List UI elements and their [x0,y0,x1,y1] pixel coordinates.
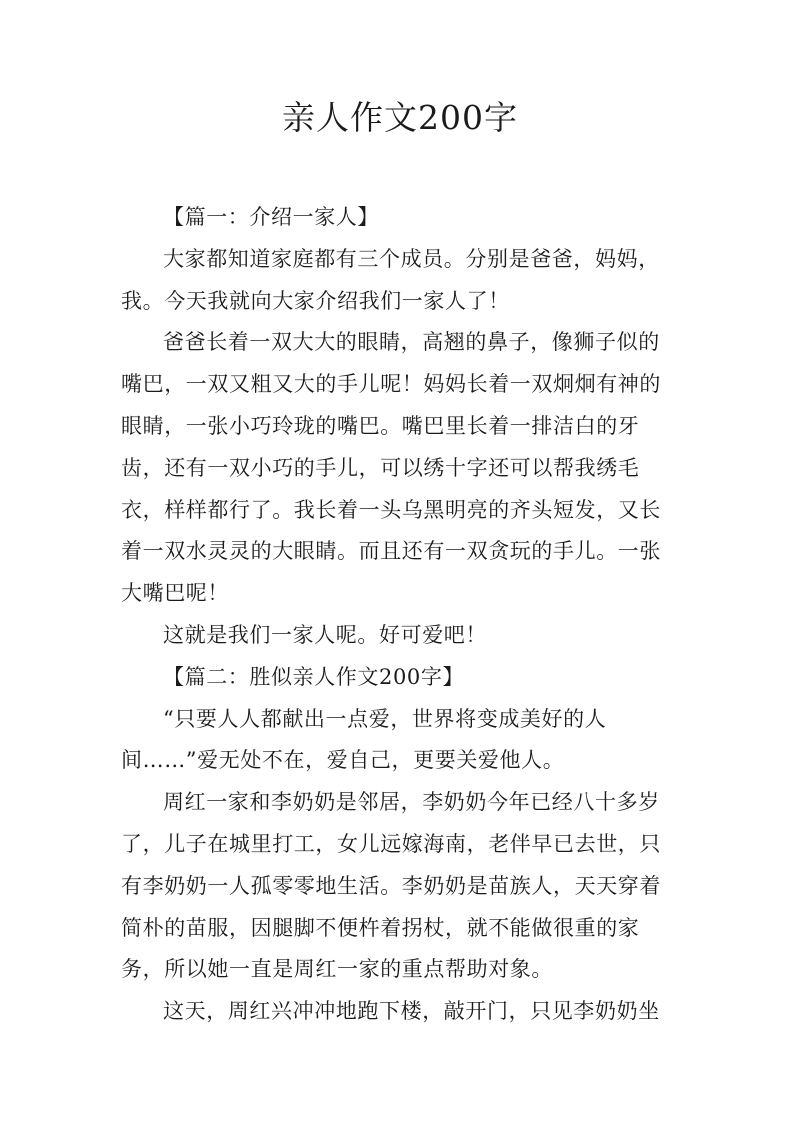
section-heading: 【篇一：介绍一家人】 [163,205,379,229]
paragraph: 这天，周红兴冲冲地跑下楼，敲开门，只见李奶奶坐 [163,999,660,1024]
document-body [121,197,677,1033]
paragraph: 大家都知道家庭都有三个成员。分别是爸爸，妈妈，我。今天我就向大家介绍我们一家人了！ [121,246,660,313]
section-heading: 【篇二：胜似亲人作文200字】 [163,664,465,689]
paragraph: 这就是我们一家人呢。好可爱吧！ [163,622,487,647]
document-title: 亲人作文200字 [282,98,518,137]
paragraph: 爸爸长着一双大大的眼睛，高翘的鼻子，像狮子似的嘴巴，一双又粗又大的手儿呢！妈妈长着一双炯炯有神的眼睛，一张小巧玲珑的嘴巴。嘴巴里长着一排洁白的牙齿，还有一双小巧的手儿，可以绣十字还可以帮我绣毛衣，样样都行了。我长着一头乌黑明亮的齐头短发，又长着一双水灵灵的大眼睛。而且还有一双贪玩的手儿。一张大嘴巴呢！ [121,330,661,606]
paragraph: 周红一家和李奶奶是邻居，李奶奶今年已经八十多岁了，儿子在城里打工，女儿远嫁海南，老伴早已去世，只有李奶奶一人孤零零地生活。李奶奶是苗族人，天天穿着简朴的苗服，因腿脚不便杵着拐杖，就不能做很重的家务，所以她一直是周红一家的重点帮助对象。 [121,790,661,982]
paragraph: “只要人人都献出一点爱，世界将变成美好的人间……”爱无处不在，爱自己，更要关爱他人。 [121,706,607,773]
